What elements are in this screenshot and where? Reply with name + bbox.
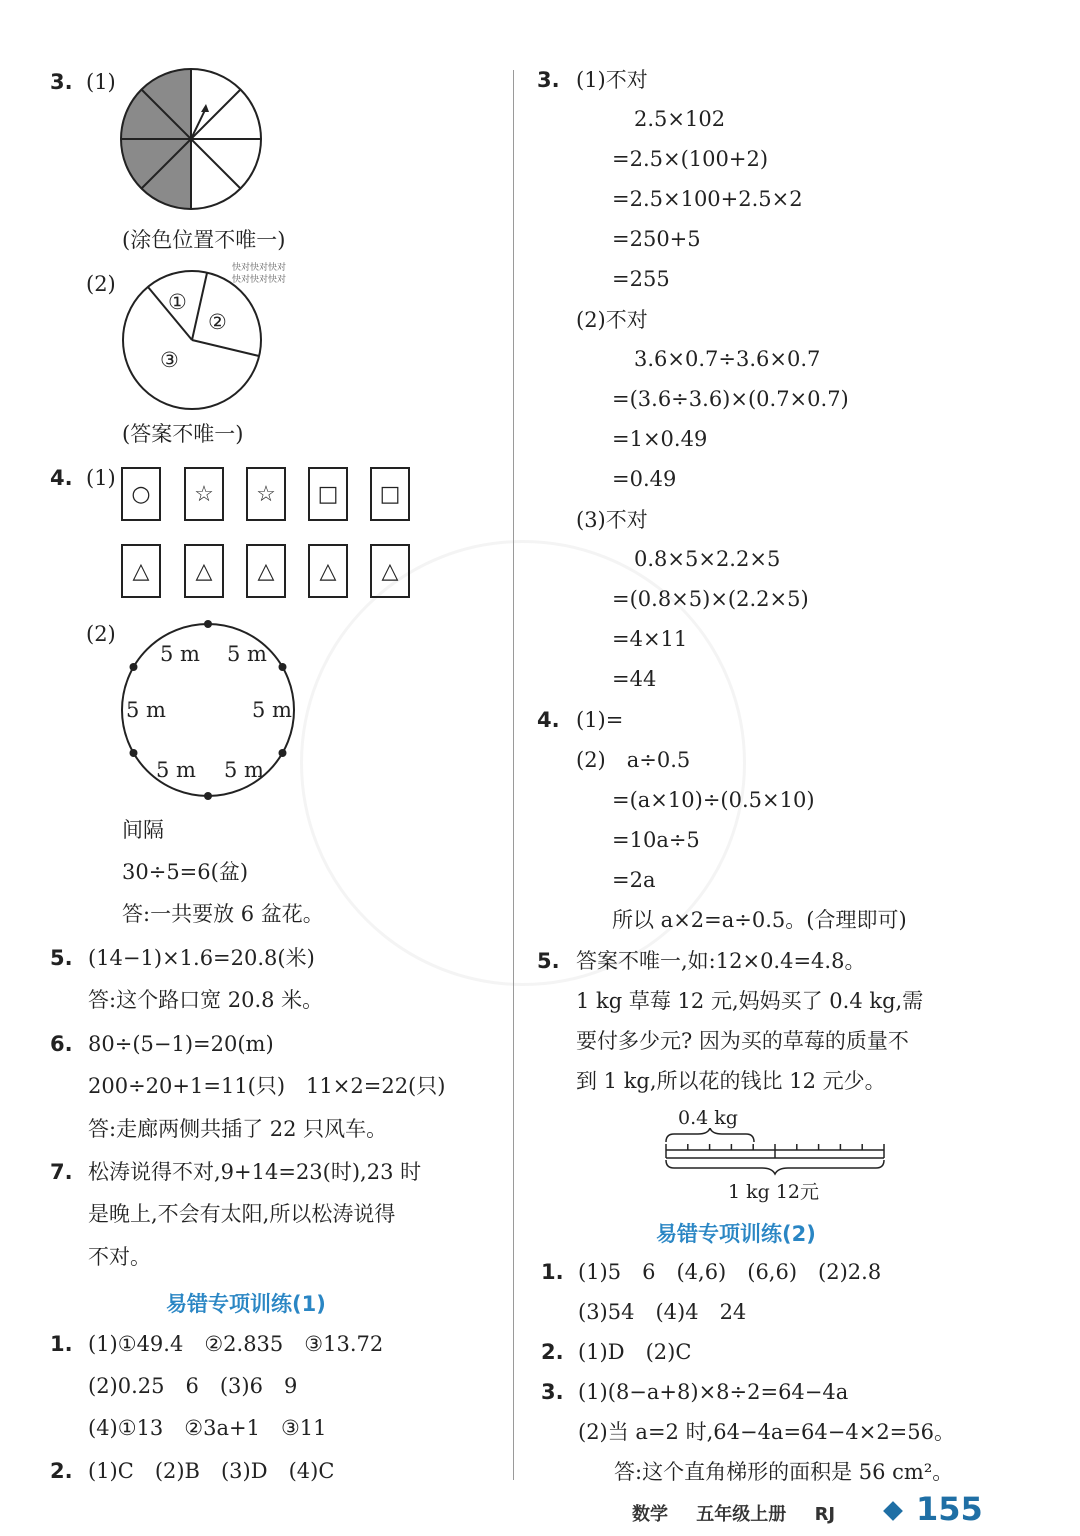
- segment-label: 5 m: [227, 642, 267, 666]
- answer-line: 1 kg 草莓 12 元,妈妈买了 0.4 kg,需: [576, 989, 924, 1013]
- answer-line: 要付多少元? 因为买的草莓的质量不: [576, 1029, 909, 1053]
- answer-line: =2.5×(100+2): [612, 147, 769, 171]
- sector-label-3: ③: [160, 348, 179, 372]
- footer-edition: RJ: [814, 1504, 836, 1525]
- question-number: 2.: [50, 1459, 73, 1483]
- diagram-label-top: 0.4 kg: [678, 1107, 738, 1129]
- shape-card: △: [308, 544, 348, 598]
- answer-line: (1)①49.4 ②2.835 ③13.72: [88, 1332, 384, 1356]
- answer-line: 80÷(5−1)=20(m): [88, 1032, 274, 1056]
- section-title: 易错专项训练(1): [166, 1292, 326, 1316]
- shape-card: □: [370, 467, 410, 521]
- answer-line: =250+5: [612, 227, 701, 251]
- note: (涂色位置不唯一): [122, 228, 286, 252]
- answer-line: (2)不对: [576, 308, 648, 332]
- column-divider: [513, 70, 514, 1480]
- question-number: 3.: [537, 68, 560, 92]
- mascot-text-2: 快对快对快对: [232, 275, 287, 285]
- answer-line: =10a÷5: [612, 828, 700, 852]
- answer-line: 不对。: [88, 1245, 151, 1269]
- answer-line: (1)=: [576, 708, 624, 732]
- answer-line: 答:一共要放 6 盆花。: [122, 902, 324, 926]
- answer-line: (2)0.25 6 (3)6 9: [88, 1374, 298, 1398]
- answer-line: 是晚上,不会有太阳,所以松涛说得: [88, 1202, 396, 1226]
- question-number: 5.: [50, 946, 73, 970]
- question-number: 7.: [50, 1160, 73, 1184]
- answer-line: 0.8×5×2.2×5: [634, 547, 781, 571]
- answer-line: (2) a÷0.5: [576, 748, 691, 772]
- segment-label: 5 m: [224, 758, 264, 782]
- answer-line: 到 1 kg,所以花的钱比 12 元少。: [576, 1069, 886, 1093]
- part-label: (1): [86, 466, 116, 490]
- segment-label: 5 m: [252, 698, 292, 722]
- answer-line: 答:这个直角梯形的面积是 56 cm²。: [614, 1460, 954, 1484]
- sector-label-2: ②: [208, 310, 227, 334]
- segment-label: 5 m: [160, 642, 200, 666]
- mascot-text-1: 快对快对快对: [232, 263, 287, 273]
- question-number: 1.: [50, 1332, 73, 1356]
- question-number: 4.: [50, 466, 73, 490]
- answer-line: (1)C (2)B (3)D (4)C: [88, 1459, 335, 1483]
- question-number: 3.: [541, 1380, 564, 1404]
- question-number: 2.: [541, 1340, 564, 1364]
- page-footer: [632, 1500, 857, 1526]
- segment-label: 5 m: [126, 698, 166, 722]
- section-title: 易错专项训练(2): [656, 1222, 816, 1246]
- answer-line: =4×11: [612, 627, 688, 651]
- shape-card: △: [184, 544, 224, 598]
- page-number: 155: [916, 1490, 983, 1528]
- answer-line: 3.6×0.7÷3.6×0.7: [634, 347, 821, 371]
- part-label: (2): [86, 272, 116, 296]
- shaded-circle-figure: [118, 66, 264, 212]
- spinner-circle-figure: [120, 268, 264, 412]
- answer-line: (14−1)×1.6=20.8(米): [88, 946, 315, 970]
- answer-line: (3)不对: [576, 508, 648, 532]
- answer-line: 2.5×102: [634, 107, 726, 131]
- answer-line: =0.49: [612, 467, 677, 491]
- diagram-label-bottom: 1 kg 12元: [728, 1181, 820, 1203]
- part-label: (2): [86, 622, 116, 646]
- answer-line: (1)不对: [576, 68, 648, 92]
- answer-line: 200÷20+1=11(只) 11×2=22(只): [88, 1074, 446, 1098]
- question-number: 3.: [50, 70, 73, 94]
- answer-line: =255: [612, 267, 670, 291]
- question-number: 6.: [50, 1032, 73, 1056]
- footer-subject: 数学: [632, 1504, 668, 1525]
- note: (答案不唯一): [122, 422, 244, 446]
- answer-line: =2a: [612, 868, 656, 892]
- answer-line: =1×0.49: [612, 427, 708, 451]
- answer-line: 答:走廊两侧共插了 22 只风车。: [88, 1117, 388, 1141]
- shape-card: ☆: [246, 467, 286, 521]
- number-line-diagram: [662, 1128, 888, 1176]
- answer-line: (1)D (2)C: [578, 1340, 692, 1364]
- answer-line: (3)54 (4)4 24: [578, 1300, 747, 1324]
- shape-card: ○: [121, 467, 161, 521]
- shape-card: □: [308, 467, 348, 521]
- answer-line: 答案不唯一,如:12×0.4=4.8。: [576, 949, 866, 973]
- question-number: 1.: [541, 1260, 564, 1284]
- question-number: 5.: [537, 949, 560, 973]
- shape-card: △: [370, 544, 410, 598]
- answer-line: 答:这个路口宽 20.8 米。: [88, 988, 324, 1012]
- answer-line: 30÷5=6(盆): [122, 860, 249, 884]
- answer-line: =(a×10)÷(0.5×10): [612, 788, 815, 812]
- shape-card: △: [121, 544, 161, 598]
- answer-line: 间隔: [122, 818, 164, 842]
- answer-line: (1)5 6 (4,6) (6,6) (2)2.8: [578, 1260, 882, 1284]
- sector-label-1: ①: [168, 290, 187, 314]
- question-number: 4.: [537, 708, 560, 732]
- shape-card: ☆: [184, 467, 224, 521]
- answer-line: (1)(8−a+8)×8÷2=64−4a: [578, 1380, 849, 1404]
- footer-grade: 五年级上册: [696, 1504, 787, 1525]
- answer-line: (2)当 a=2 时,64−4a=64−4×2=56。: [578, 1420, 955, 1444]
- shape-card: △: [246, 544, 286, 598]
- answer-line: (4)①13 ②3a+1 ③11: [88, 1416, 327, 1440]
- answer-line: =(3.6÷3.6)×(0.7×0.7): [612, 387, 849, 411]
- answer-line: 所以 a×2=a÷0.5。(合理即可): [612, 908, 907, 932]
- answer-line: =44: [612, 667, 657, 691]
- answer-line: =(0.8×5)×(2.2×5): [612, 587, 809, 611]
- diamond-icon: [883, 1501, 903, 1521]
- answer-line: 松涛说得不对,9+14=23(时),23 时: [88, 1160, 422, 1184]
- answer-line: =2.5×100+2.5×2: [612, 187, 803, 211]
- part-label: (1): [86, 70, 116, 94]
- segment-label: 5 m: [156, 758, 196, 782]
